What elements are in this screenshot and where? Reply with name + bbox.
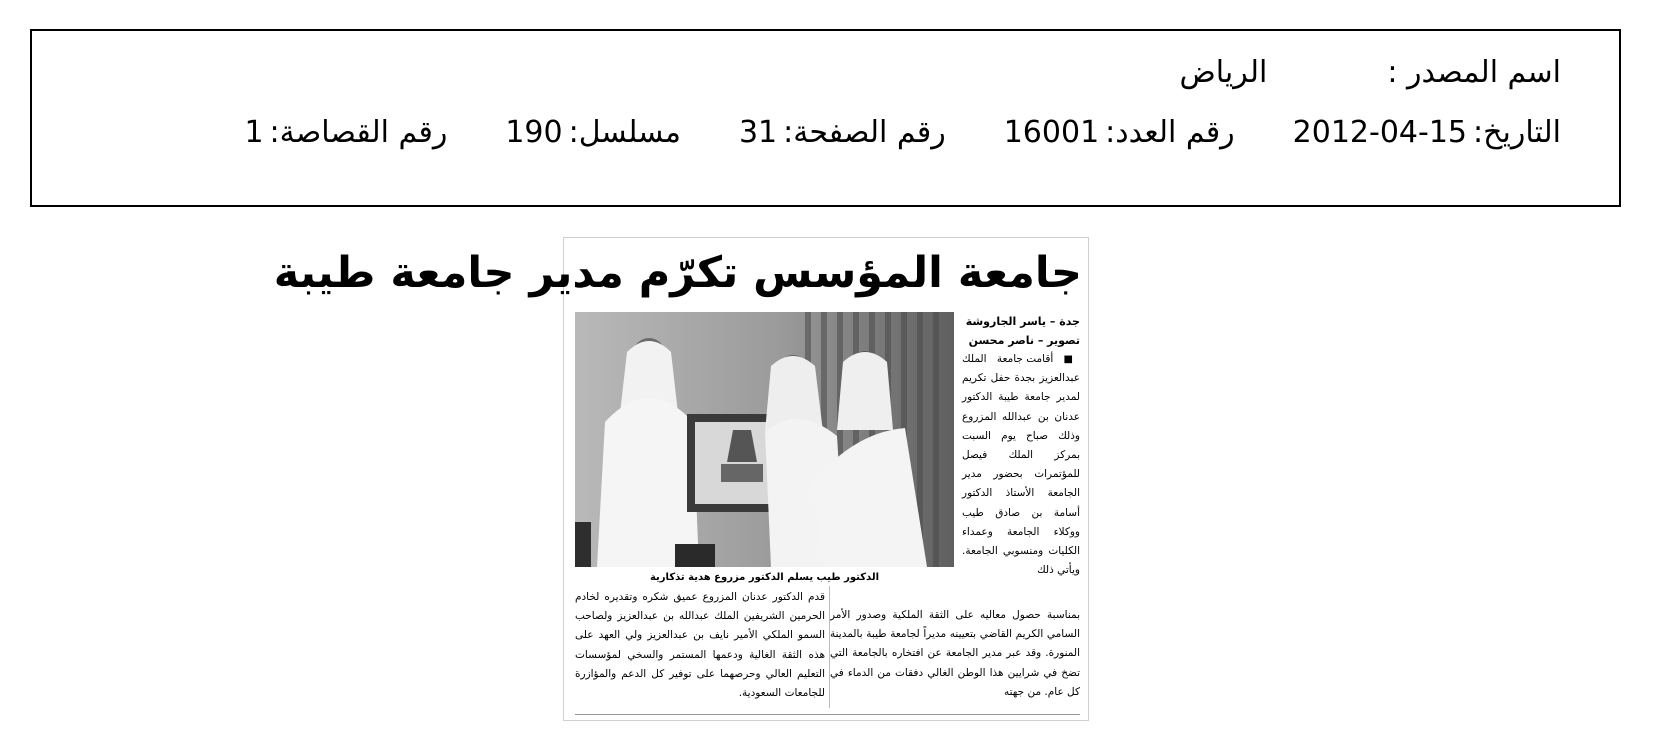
issue-label: رقم العدد: xyxy=(1105,115,1235,150)
date-field xyxy=(1293,113,1561,153)
article-column-left: قدم الدكتور عدنان المزروع عميق شكره وتقديره لخادم الحرمين الشريفين الملك عبدالله بن عبدالعزيز ولصاحب السمو الملكي الأمير نايف بن عبدالعزيز ولي العهد على هذه الثقة الغالية ودعمها المستمر والسخي لمؤسسات التعليم العالي وحرصهما على توفير كل الدعم والمؤازرة للجامعات السعودية. xyxy=(575,591,825,700)
page-field xyxy=(739,113,946,153)
clip-value: 1 xyxy=(244,115,264,150)
date-label: التاريخ: xyxy=(1473,115,1561,150)
source-label: اسم المصدر : xyxy=(1387,55,1561,90)
issue-field xyxy=(1004,113,1235,153)
source-row xyxy=(1180,53,1561,93)
photo-caption: الدكتور طيب يسلم الدكتور مزروع هدية تذكارية xyxy=(649,572,880,583)
date-value: 2012-04-15 xyxy=(1292,115,1468,150)
column-divider xyxy=(829,586,830,708)
metadata-box xyxy=(30,29,1621,207)
square-bullet-icon: ■ xyxy=(1053,354,1080,365)
article-column-right xyxy=(962,350,1080,580)
article-photo xyxy=(575,312,954,567)
article-byline xyxy=(962,312,1080,350)
column-right-text: أقامت جامعة الملك عبدالعزيز بجدة حفل تكريم لمدير جامعة طيبة الدكتور عدنان بن عبدالله المزروع وذلك صباح يوم السبت بمركز الملك فيصل للمؤتمرات بحضور مدير الجامعة الأستاذ الدكتور أسامة بن صادق طيب ووكلاء الجامعة وعمداء الكليات ومنسوبي الجامعة. ويأتي ذلك xyxy=(962,353,1080,577)
byline-author: جدة – ياسر الجاروشة xyxy=(965,315,1080,328)
clip-field xyxy=(244,113,447,153)
serial-field xyxy=(505,113,681,153)
serial-label: مسلسل: xyxy=(568,115,681,150)
photo-illustration xyxy=(575,312,954,567)
source-value: الرياض xyxy=(1179,55,1268,90)
article-headline: جامعة المؤسس تكرّم مدير جامعة طيبة xyxy=(273,248,1082,298)
byline-photographer: تصوير – ناصر محسن xyxy=(968,334,1080,347)
newspaper-clipping xyxy=(273,237,1089,721)
page-label: رقم الصفحة: xyxy=(783,115,946,150)
clip-label: رقم القصاصة: xyxy=(269,115,448,150)
article-column-middle: بمناسبة حصول معاليه على الثقة الملكية وصدور الأمر السامي الكريم القاضي بتعيينه مديراً لجامعة طيبة بالمدينة المنورة. وقد عبر مدير الجامعة عن افتخاره بالجامعة التي تضخ في شرايين هذا الوطن الغالي دفقات من الدماء في كل عام. من جهته xyxy=(830,609,1080,698)
serial-value: 190 xyxy=(505,115,563,150)
issue-value: 16001 xyxy=(1003,115,1100,150)
bottom-divider xyxy=(575,714,1080,715)
page-value: 31 xyxy=(738,115,778,150)
details-row xyxy=(244,113,1561,153)
